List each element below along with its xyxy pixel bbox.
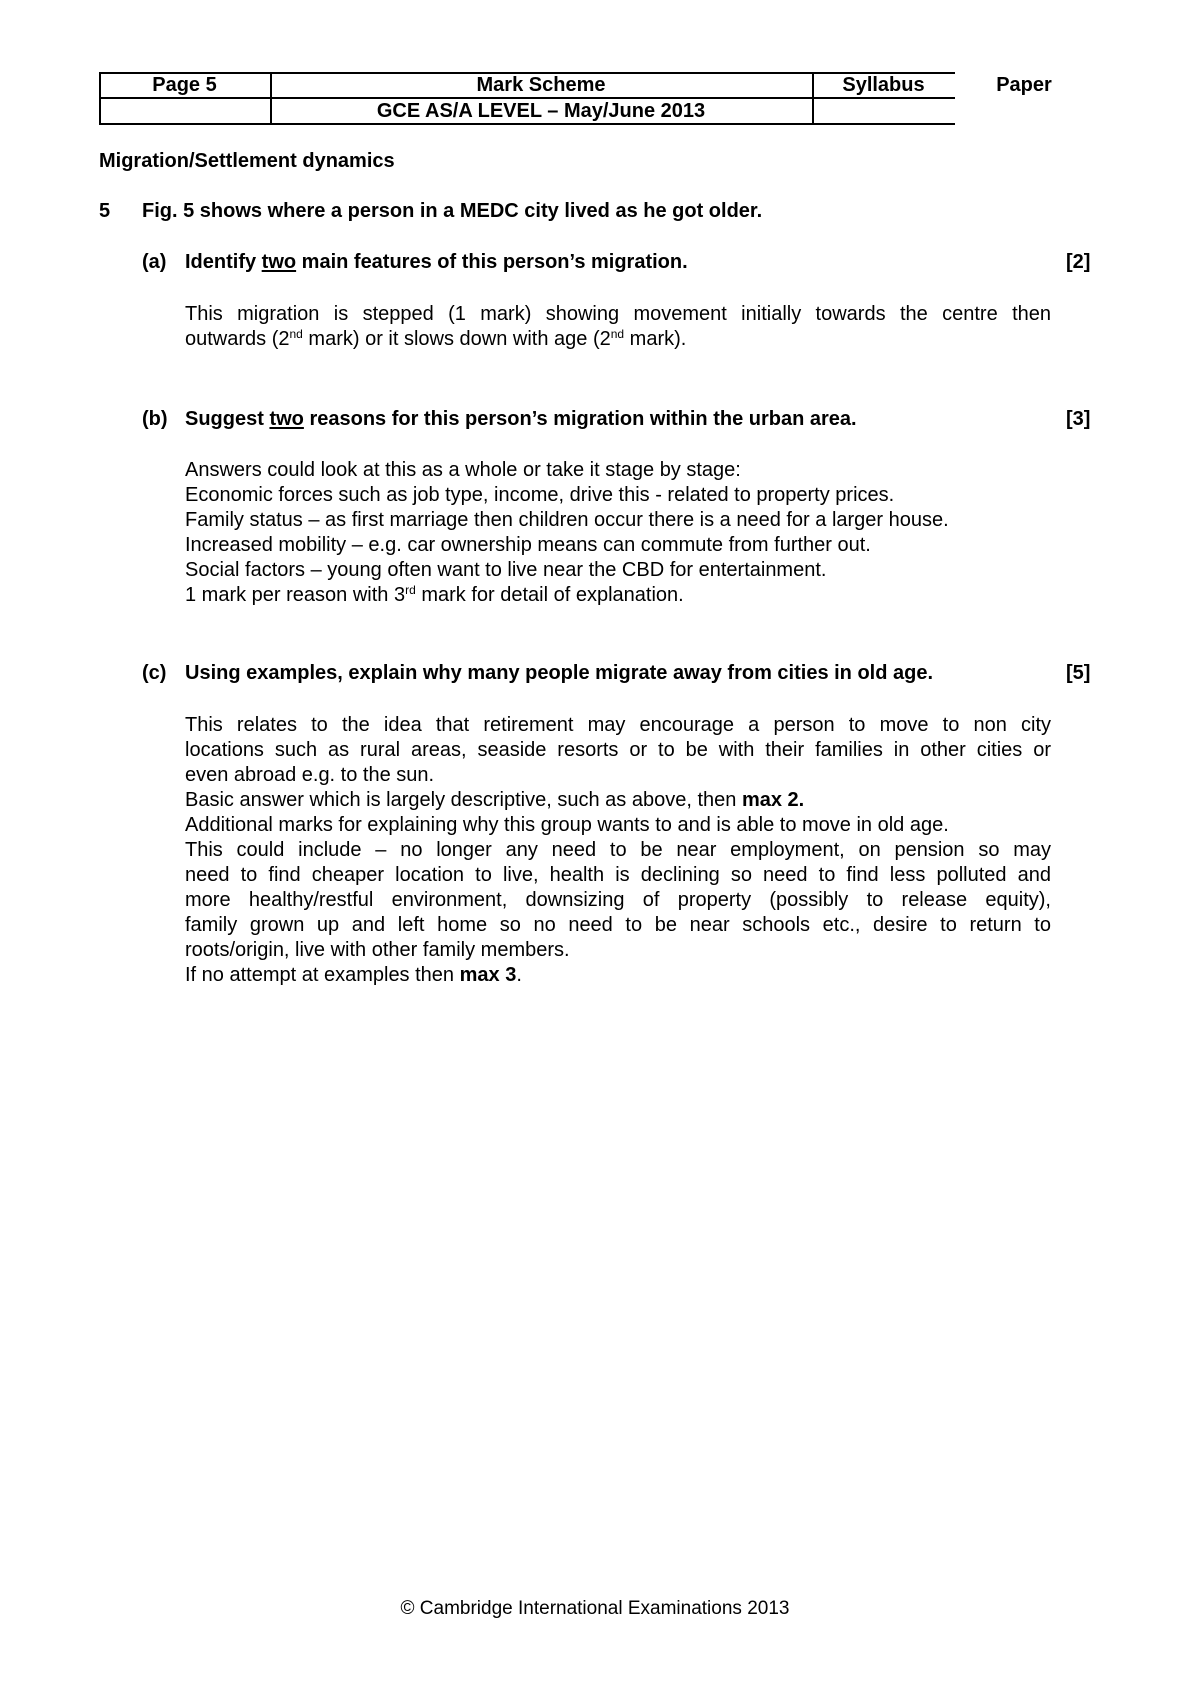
part-b-answer-line: Answers could look at this as a whole or take it stage by stage: [185, 459, 741, 481]
part-b-answer [185, 458, 1085, 608]
part-c-final-pre: If no attempt at examples then [185, 964, 460, 986]
part-c-marks: [5] [1066, 662, 1091, 684]
question-text: Fig. 5 shows where a person in a MEDC city lived as he got older. [142, 200, 763, 222]
part-c-answer-line: even abroad e.g. to the sun. [185, 764, 435, 786]
header-rule-bottom [99, 123, 955, 125]
part-b-marks: [3] [1066, 408, 1091, 430]
part-c-answer-line: This relates to the idea that retirement may encourage a person to move to non city [185, 714, 1051, 736]
part-a-line2-a: outwards (2 [185, 328, 290, 350]
part-a-label: (a) [142, 251, 167, 273]
part-c-final-max: max 3 [459, 964, 517, 986]
header-syllabus: Syllabus [842, 74, 925, 96]
part-b-sup: rd [405, 583, 416, 597]
part-b-last-a: 1 mark per reason with 3 [185, 584, 406, 606]
part-b-question-pre: Suggest [185, 408, 270, 430]
part-c-label: (c) [142, 662, 167, 684]
part-b-question-emphasis: two [269, 408, 304, 430]
section-title: Migration/Settlement dynamics [99, 150, 395, 172]
part-a-answer-line-2 [185, 327, 1051, 352]
part-b-question [185, 407, 857, 432]
part-b-answer-line: Increased mobility – e.g. car ownership means can commute from further out. [185, 534, 871, 556]
part-a-sup-1: nd [289, 327, 303, 341]
header-exam: GCE AS/A LEVEL – May/June 2013 [376, 100, 706, 122]
part-c-answer-line: family grown up and left home so no need to be near schools etc., desire to return to [185, 914, 1051, 936]
header-page: Page 5 [152, 74, 217, 96]
part-c-answer-line: This could include – no longer any need to be near employment, on pension so may [185, 839, 1051, 861]
part-c-final-post: . [516, 964, 522, 986]
part-a-question-pre: Identify [185, 251, 262, 273]
part-b-label: (b) [142, 408, 168, 430]
part-b-answer-line: Family status – as first marriage then children occur there is a need for a larger house. [185, 509, 949, 531]
part-c-answer-line: locations such as rural areas, seaside resorts or to be with their families in other cities or [185, 739, 1051, 761]
part-c-answer-line: more healthy/restful environment, downsizing of property (possibly to release equity), [185, 889, 1051, 911]
part-a-question-emphasis: two [261, 251, 297, 273]
question-number: 5 [99, 200, 111, 222]
part-a-answer [185, 302, 1051, 352]
part-c-final-line [185, 963, 1051, 988]
part-b-answer-line: Economic forces such as job type, income, drive this - related to property prices. [185, 484, 895, 506]
part-a-line2-c: mark). [624, 328, 687, 350]
header-table [99, 72, 1079, 124]
part-a-question-post: main features of this person’s migration. [296, 251, 688, 273]
part-b-answer-line: Social factors – young often want to live near the CBD for entertainment. [185, 559, 827, 581]
part-b-question-post: reasons for this person’s migration within the urban area. [303, 408, 857, 430]
part-b-answer-line-last [185, 583, 1085, 608]
part-a-sup-2: nd [610, 327, 625, 341]
part-c-question: Using examples, explain why many people migrate away from cities in old age. [185, 662, 934, 684]
part-a-question [185, 250, 688, 275]
part-c-answer-line: need to find cheaper location to live, health is declining so need to find less polluted and [185, 864, 1051, 886]
part-c-answer [185, 713, 1051, 988]
footer-copyright: © Cambridge International Examinations 2013 [400, 1598, 790, 1619]
part-b-last-b: mark for detail of explanation. [415, 584, 684, 606]
part-c-answer-line: roots/origin, live with other family members. [185, 939, 570, 961]
part-a-line2-b: mark) or it slows down with age (2 [302, 328, 611, 350]
part-c-additional-line: Additional marks for explaining why this group wants to and is able to move in old age. [185, 814, 949, 836]
part-c-basic-pre: Basic answer which is largely descriptive, such as above, then [185, 789, 742, 811]
header-mark-scheme: Mark Scheme [476, 74, 606, 96]
part-c-basic-max: max 2. [741, 789, 805, 811]
header-paper: Paper [996, 74, 1052, 96]
part-a-answer-line-1: This migration is stepped (1 mark) showing movement initially towards the centre then [185, 303, 1051, 325]
part-a-marks: [2] [1066, 251, 1091, 273]
part-c-basic-line [185, 788, 1051, 813]
